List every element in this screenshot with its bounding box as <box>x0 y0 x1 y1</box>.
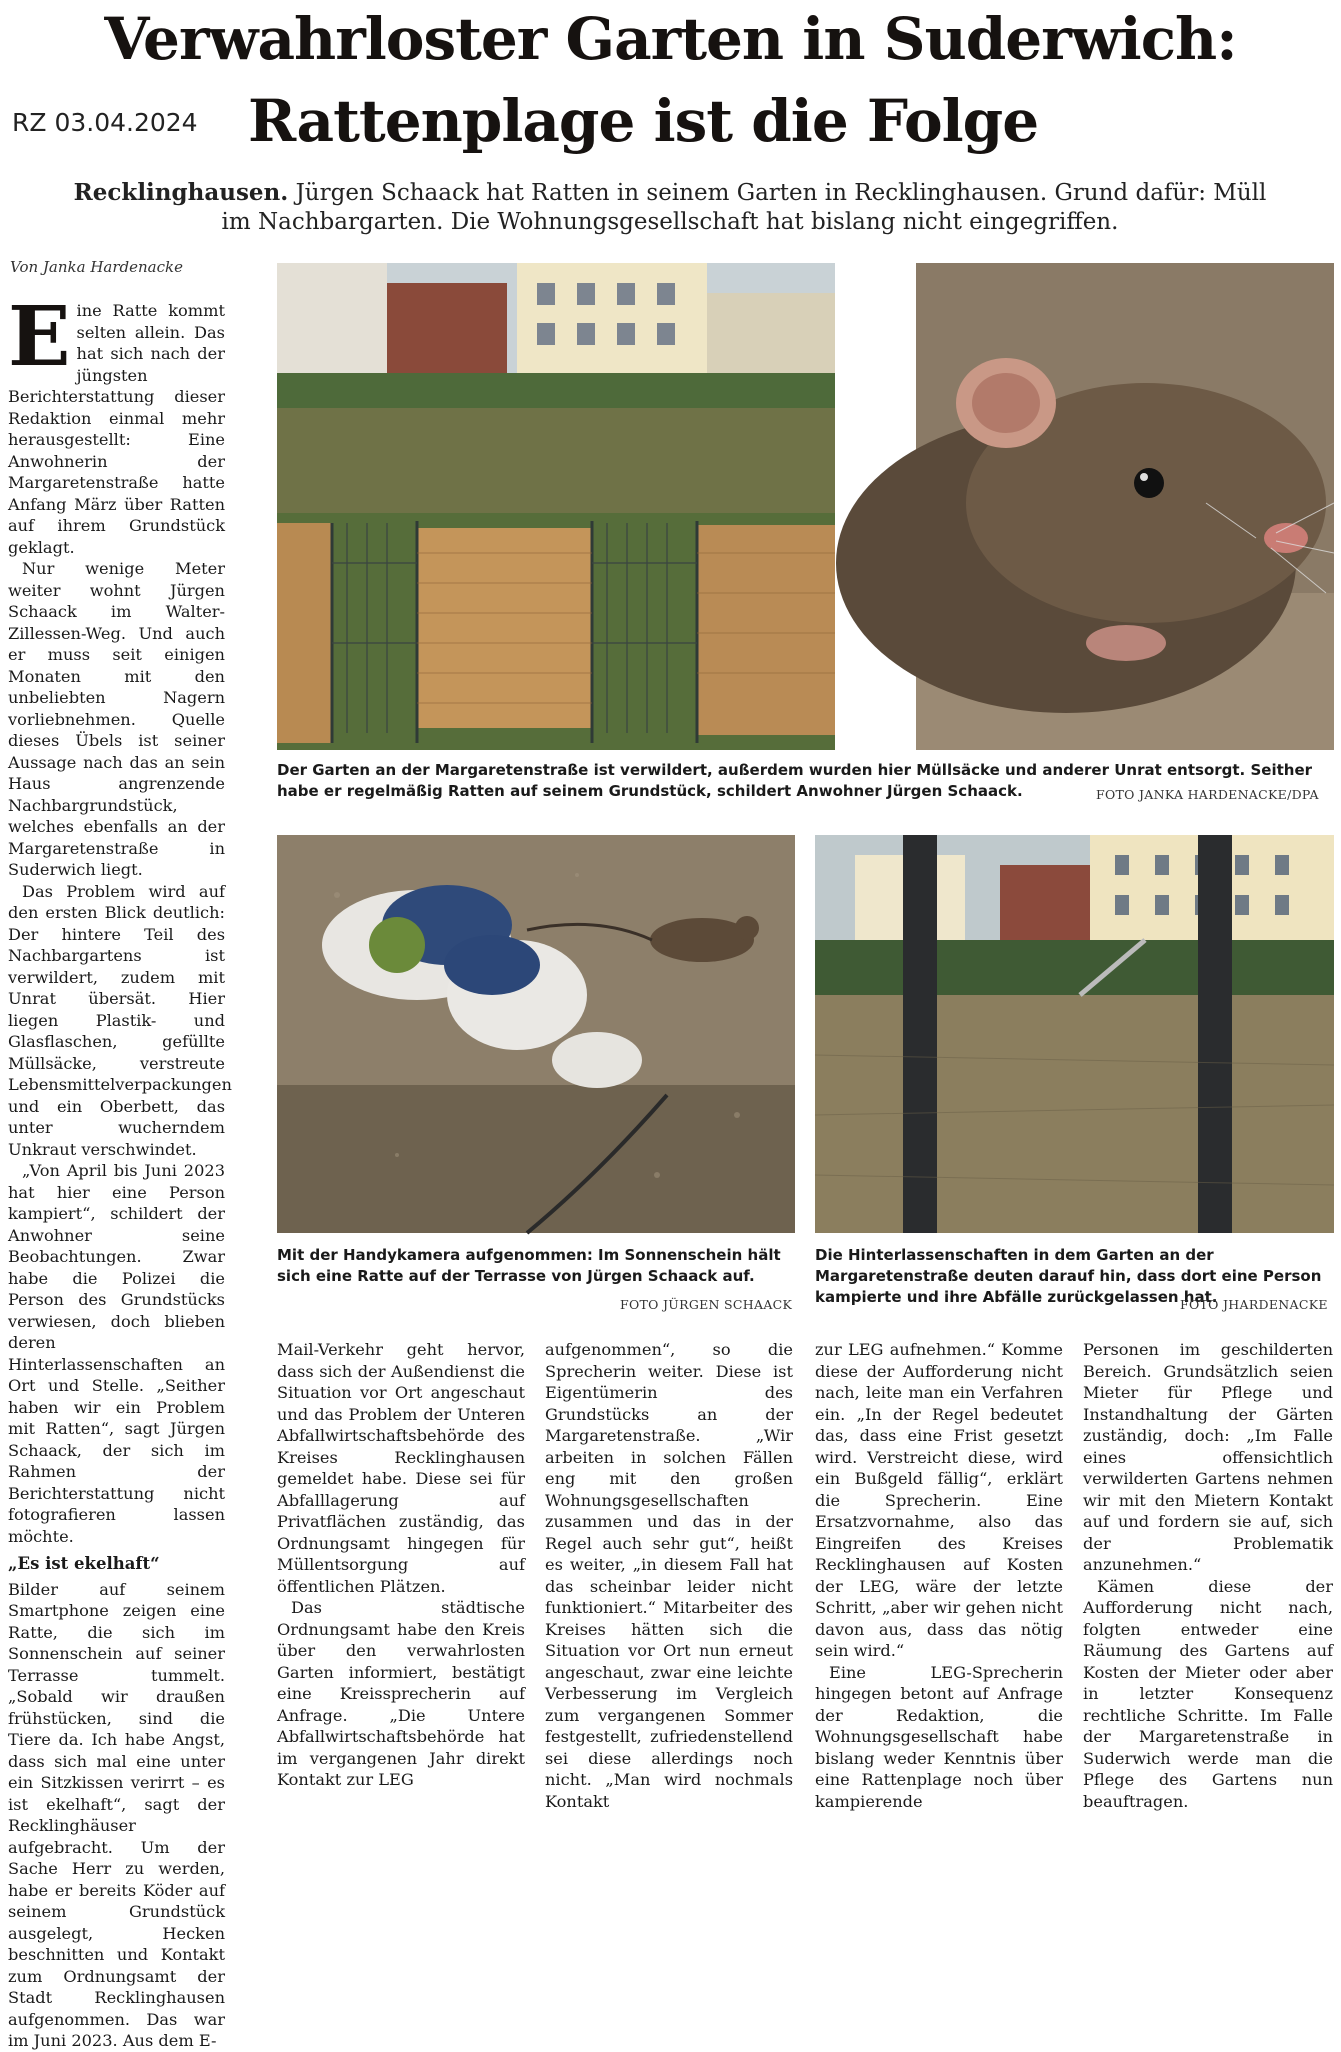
article-lead <box>60 178 1280 237</box>
paragraph <box>8 289 225 558</box>
paragraph: Das städtische Ordnungsamt habe den Kreis über den verwahrlosten Garten informiert, bestätigt eine Kreissprecherin auf Anfrage. „Die Untere Abfallwirtschaftsbehörde hat im vergangenen Jahr direkt Kontakt zur LEG <box>277 1598 525 1789</box>
article-column-4 <box>815 1339 1063 1811</box>
paragraph: Kämen diese der Aufforderung nicht nach, folgten entweder eine Räumung des Gartens auf Kosten der Mieter oder aber in letzter Konsequenz rechtliche Schritte. Im Falle der Margaretenstraße in Suderwich werde man die Pflege des Gartens nun beauftragen. <box>1083 1576 1333 1811</box>
paragraph: „Von April bis Juni 2023 hat hier eine Person kampiert“, schildert der Anwohner seine Beobachtungen. Zwar habe die Polizei die Person des Grundstücks verwiesen, doch blieben deren Hinterlassenschaften an Ort und Stelle. „Seither haben wir ein Problem mit Ratten“, sagt Jürgen Schaack, der sich im Rahmen der Berichterstattung nicht fotografieren lassen möchte. <box>8 1161 225 1546</box>
article-column-5 <box>1083 1339 1333 1811</box>
photo-credit-bottom-left: FOTO JÜRGEN SCHAACK <box>620 1297 793 1312</box>
photo-credit-top: FOTO JANKA HARDENACKE/DPA <box>1096 787 1319 802</box>
photo-credit-bottom-right: FOTO JHARDENACKE <box>1180 1297 1328 1312</box>
photo-terrace-rat <box>277 835 795 1233</box>
dateline: RZ 03.04.2024 <box>12 108 198 137</box>
paragraph: Mail-Verkehr geht hervor, dass sich der Außendienst die Situation vor Ort angeschaut und das Problem der Unteren Abfallwirtschaftsbehörde des Kreises Recklinghausen gemeldet habe. Diese sei für Abfalllagerung auf Privatflächen zuständig, das Ordnungsamt hingegen für Müllentsorgung auf öffentlichen Plätzen. <box>277 1340 525 1596</box>
overgrown-garden-image <box>815 835 1334 1233</box>
subheading: „Es ist ekelhaft“ <box>8 1554 160 1573</box>
paragraph: Das Problem wird auf den ersten Blick deutlich: Der hintere Teil des Nachbargartens ist verwildert, zudem mit Unrat übersät. Hier liegen Plastik- und Glasflaschen, gefüllte Müllsäcke, verstreute Lebensmittelverpackungen und ein Oberbett, das unter wucherndem Unkraut verschwindet. <box>8 881 232 1159</box>
rat-closeup-image <box>916 263 1334 750</box>
photo-caption-bottom-left: Mit der Handykamera aufgenommen: Im Sonnenschein hält sich eine Ratte auf der Terrasse von Jürgen Schaack auf. <box>277 1246 781 1285</box>
lead-text: Jürgen Schaack hat Ratten in seinem Garten in Recklinghausen. Grund dafür: Müll im Nachbargarten. Die Wohnungsgesellschaft hat bislang nicht eingegriffen. <box>221 180 1267 235</box>
photo-overgrown-garden <box>815 835 1334 1233</box>
paragraph: Personen im geschilderten Bereich. Grundsätzlich seien Mieter für Pflege und Instandhaltung der Gärten zuständig, doch: „Im Falle eines offensichtlich verwilderten Gartens nehmen wir mit den Mietern Kontakt auf und fordern sie auf, sich der Problematik anzunehmen.“ <box>1083 1340 1333 1574</box>
paragraph: Bilder auf seinem Smartphone zeigen eine Ratte, die sich im Sonnenschein auf seiner Terrasse tummelt. „Sobald wir draußen frühstücken, sind die Tiere da. Ich habe Angst, dass sich mal eine unter ein Sitzkissen verirrt – es ist ekelhaft“, sagt der Recklinghäuser aufgebracht. Um der Sache Herr zu werden, habe er bereits Köder auf seinem Grundstück ausgelegt, Hecken beschnitten und Kontakt zum Ordnungsamt der Stadt Recklinghausen aufgenommen. Das war im Juni 2023. Aus dem E- <box>8 1579 225 2050</box>
photo-garden-fence <box>277 263 835 750</box>
paragraph: Eine LEG-Sprecherin hingegen betont auf Anfrage der Redaktion, die Wohnungsgesellschaft habe bislang weder Kenntnis über eine Rattenplage noch über kampierende <box>815 1662 1063 1811</box>
drop-cap: E <box>8 289 71 385</box>
photo-caption-top: Der Garten an der Margaretenstraße ist verwildert, außerdem wurden hier Müllsäcke und anderer Unrat entsorgt. Seither habe er regelmäßig Ratten auf seinem Grundstück, schildert Anwohner Jürgen Schaack. <box>277 761 1313 800</box>
article-column-3 <box>545 1339 793 1811</box>
article-column-2 <box>277 1339 525 1799</box>
byline: Von Janka Hardenacke <box>10 258 183 276</box>
paragraph: zur LEG aufnehmen.“ Komme diese der Aufforderung nicht nach, leite man ein Verfahren ein. „In der Regel bedeutet das, dass eine Frist gesetzt wird. Verstreicht diese, wird ein Bußgeld fällig“, erklärt die Sprecherin. Eine Ersatzvornahme, also das Eingreifen des Kreises Recklinghausen auf Kosten der LEG, wäre der letzte Schritt, „aber wir gehen nicht davon aus, dass das nötig sein wird.“ <box>815 1340 1063 1660</box>
paragraph-text: ine Ratte kommt selten allein. Das hat sich nach der jüngsten Berichterstattung dieser Redaktion einmal mehr herausgestellt: Eine Anwohnerin der Margaretenstraße hatte Anfang März über Ratten auf ihrem Grundstück geklagt. <box>8 301 225 557</box>
article-column-1 <box>8 289 232 2050</box>
terrace-rat-image <box>277 835 795 1233</box>
paragraph: Nur wenige Meter weiter wohnt Jürgen Schaack im Walter-Zillessen-Weg. Und auch er muss seit einigen Monaten mit den unbeliebten Nagern vorliebnehmen. Quelle dieses Übels ist seiner Aussage nach das an sein Haus angrenzende Nachbargrundstück, welches ebenfalls an der Margaretenstraße in Suderwich liegt. <box>8 559 225 879</box>
photo-caption-bottom-right: Die Hinterlassenschaften in dem Garten an der Margaretenstraße deuten darauf hin, dass dort eine Person kampierte und ihre Abfälle zurückgelassen hat. <box>815 1246 1322 1306</box>
lead-place: Recklinghausen. <box>73 179 289 206</box>
paragraph: aufgenommen“, so die Sprecherin weiter. Diese ist Eigentümerin des Grundstücks an der Margaretenstraße. „Wir arbeiten in solchen Fällen eng mit den großen Wohnungsgesellschaften zusammen und das in der Regel auch sehr gut“, heißt es weiter, „in diesem Fall hat das scheinbar leider nicht funktioniert.“ Mitarbeiter des Kreises hätten sich die Situation vor Ort nun erneut angeschaut, zwar eine leichte Verbesserung im Vergleich zum vergangenen Sommer festgestellt, zufriedenstellend sei diese allerdings noch nicht. „Man wird nochmals Kontakt <box>545 1340 793 1811</box>
headline-line-1: Verwahrloster Garten in Suderwich: <box>104 5 1237 73</box>
photo-rat-closeup <box>916 263 1334 750</box>
headline-line-2: Rattenplage ist die Folge <box>248 87 1039 155</box>
garden-fence-image <box>277 263 835 750</box>
